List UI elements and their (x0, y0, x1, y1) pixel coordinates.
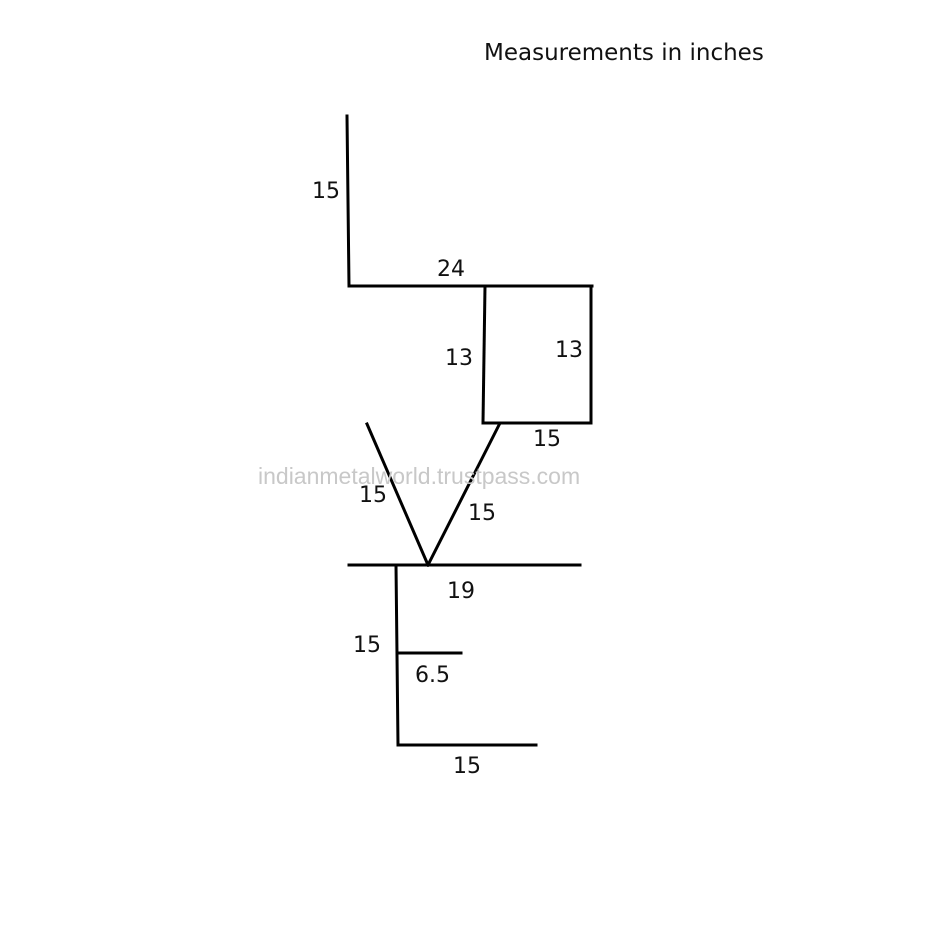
label-box-bottom: 15 (533, 427, 561, 452)
diagram-title: Measurements in inches (484, 40, 764, 66)
label-lower-vertical: 15 (353, 633, 381, 658)
lower-vertical-segment (396, 565, 398, 745)
v-right-segment (428, 425, 499, 565)
label-box-right: 13 (555, 338, 583, 363)
label-box-left: 13 (445, 346, 473, 371)
label-v-left: 15 (359, 483, 387, 508)
label-middle-horizontal: 19 (447, 579, 475, 604)
top-vertical-segment (347, 116, 349, 286)
watermark-text: indianmetalworld.trustpass.com (258, 463, 581, 489)
label-v-right: 15 (468, 501, 496, 526)
label-top-vertical: 15 (312, 179, 340, 204)
label-bottom-horizontal: 15 (453, 754, 481, 779)
box-left-segment (483, 286, 485, 423)
label-top-horizontal: 24 (437, 257, 465, 282)
label-short-branch: 6.5 (415, 663, 450, 688)
